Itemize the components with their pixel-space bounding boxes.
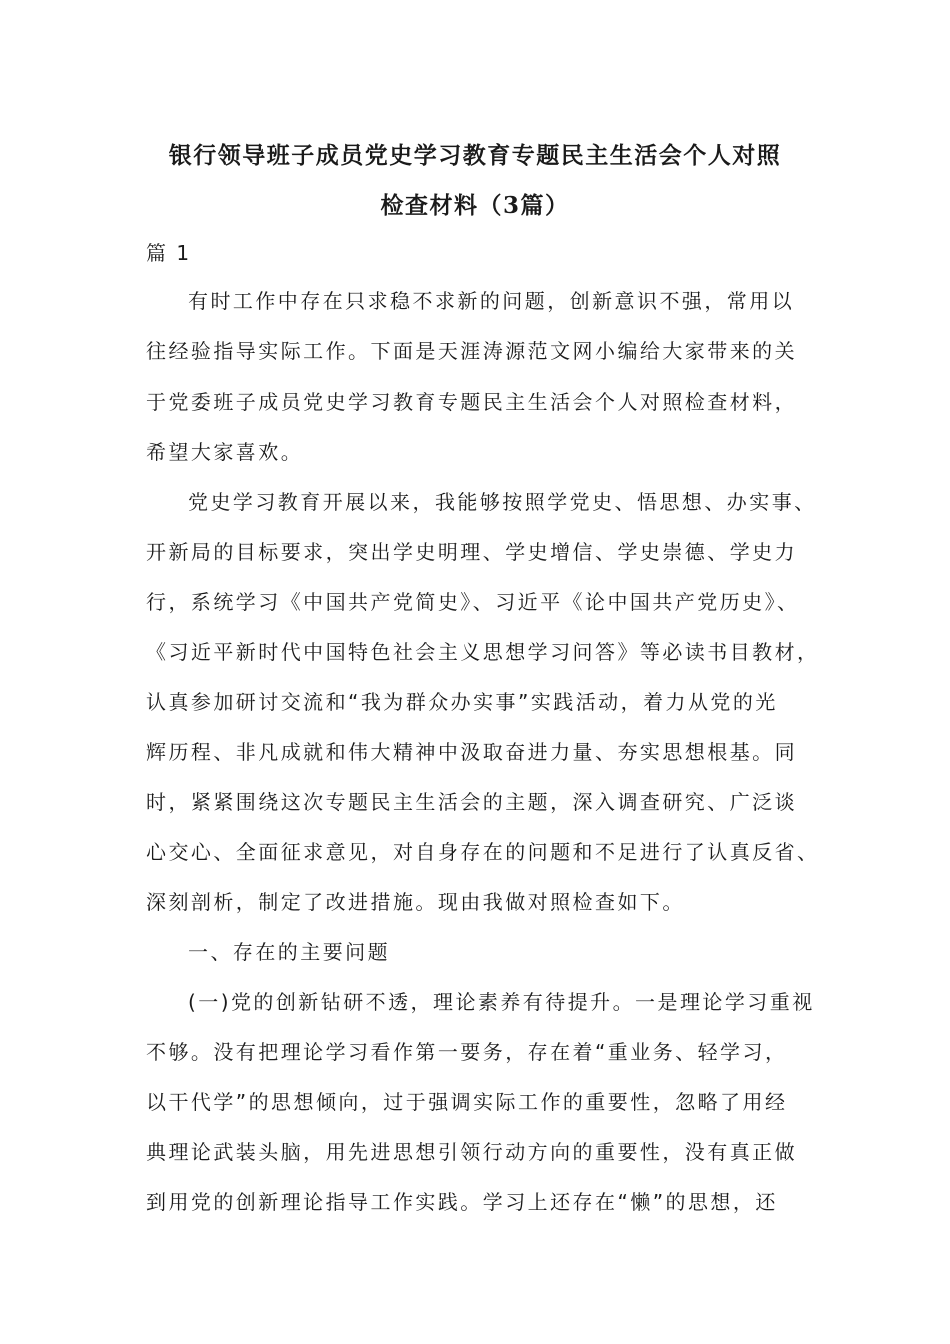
section-heading: 一、存在的主要问题 [188, 940, 391, 964]
paragraph-line: 以干代学”的思想倾向，过于强调实际工作的重要性，忽略了用经 [146, 1090, 788, 1114]
paragraph-line: 行，系统学习《中国共产党简史》、习近平《论中国共产党历史》、 [146, 590, 800, 614]
document-title-line-2: 检查材料（3篇） [380, 192, 570, 219]
paragraph-line: 于党委班子成员党史学习教育专题民主生活会个人对照检查材料， [146, 390, 798, 414]
paragraph-line: 希望大家喜欢。 [146, 440, 304, 464]
paragraph-line: 时，紧紧围绕这次专题民主生活会的主题，深入调查研究、广泛谈 [146, 790, 798, 814]
paragraph-line: 有时工作中存在只求稳不求新的问题，创新意识不强，常用以 [188, 289, 795, 313]
paragraph-line: (一)党的创新钻研不透，理论素养有待提升。一是理论学习重视 [188, 990, 815, 1014]
paragraph-line: 开新局的目标要求，突出学史明理、学史增信、学史崇德、学史力 [146, 540, 798, 564]
paragraph-line: 典理论武装头脑，用先进思想引领行动方向的重要性，没有真正做 [146, 1140, 798, 1164]
paragraph-line: 辉历程、非凡成就和伟大精神中汲取奋进力量、夯实思想根基。同 [146, 740, 798, 764]
paragraph-line: 到用党的创新理论指导工作实践。学习上还存在“懒”的思想，还 [146, 1190, 778, 1214]
paragraph-line: 《习近平新时代中国特色社会主义思想学习问答》等必读书目教材， [146, 640, 820, 664]
paragraph-line: 不够。没有把理论学习看作第一要务，存在着“重业务、轻学习， [146, 1040, 788, 1064]
paragraph-line: 党史学习教育开展以来，我能够按照学党史、悟思想、办实事、 [188, 490, 817, 514]
section-label: 篇 1 [146, 241, 192, 265]
paragraph-line: 往经验指导实际工作。下面是天涯涛源范文网小编给大家带来的关 [146, 339, 798, 363]
document-title-line-1: 银行领导班子成员党史学习教育专题民主生活会个人对照 [168, 142, 782, 169]
paragraph-line: 心交心、全面征求意见，对自身存在的问题和不足进行了认真反省、 [146, 840, 820, 864]
paragraph-line: 深刻剖析，制定了改进措施。现由我做对照检查如下。 [146, 890, 685, 914]
paragraph-line: 认真参加研讨交流和“我为群众办实事”实践活动，着力从党的光 [146, 690, 778, 714]
